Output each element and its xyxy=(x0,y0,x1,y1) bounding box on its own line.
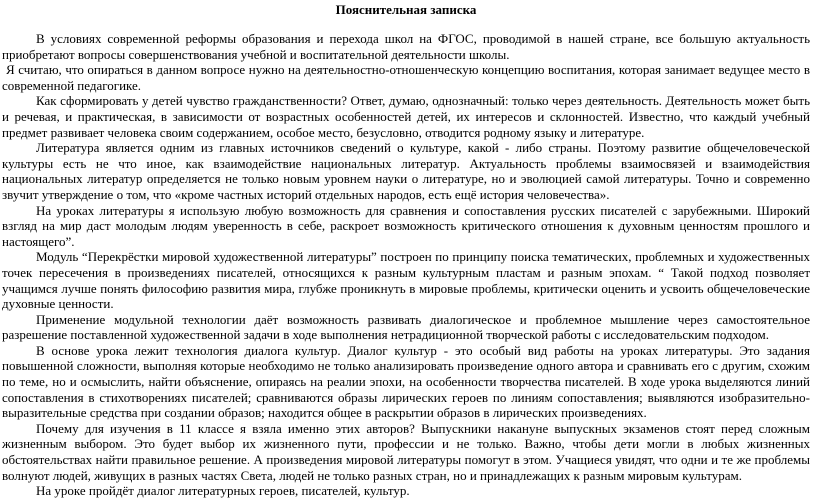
paragraph-literature-culture: Литература является одним из главных источников сведений о культуре, какой - либо страны. Поэтому развитие общечеловеческой культуры есть не что иное, как взаимодействие национальных литератур. Актуальность проблемы взаимосвязей и взаимодействия национальных литератур определяется не только новым уровнем науки о литературе, но и эволюцией самой литературы. Точно и современно звучит утверждение о том, что «кроме частных историй отдельных народов, есть ещё история человечества». xyxy=(2,140,810,202)
paragraph-modular-technology: Применение модульной технологии даёт возможность развивать диалогическое и проблемное мышление через самостоятельное разрешение поставленной художественной задачи в ходе выполнения нетрадиционной творческой работы с исследовательским подходом. xyxy=(2,311,810,343)
paragraph-lesson-dialogue: На уроке пройдёт диалог литературных героев, писателей, культур. xyxy=(36,483,410,499)
paragraph-citizenship: Как сформировать у детей чувство гражданственности? Ответ, думаю, однозначный: только через деятельность. Деятельность может быть и речевая, и практическая, в зависимости от возрастных особенностей детей, их интересов и склонностей. Известно, что каждый учебный предмет развивает человека своим содержанием, особое место, безусловно, отводится родному языку и литературе. xyxy=(2,93,810,140)
paragraph-module-description: Модуль “Перекрёстки мировой художественной литературы” построен по принципу поиска тематических, проблемных и художественных точек пересечения в произведениях писателей, относящихся к разным культурным пластам и разным эпохам. “ Такой подход позволяет учащимся лучше понять философию развития мира, глубже проникнуть в мировые проблемы, критически оценить и усвоить общечеловеческие духовные ценности. xyxy=(2,249,810,312)
paragraph-reform-context: В условиях современной реформы образования и перехода школ на ФГОС, проводимой в нашей стране, все большую актуальность приобретают вопросы совершенствования учебной и воспитательной деятельности школы. xyxy=(2,31,810,62)
paragraph-upbringing-concept: Я считаю, что опираться в данном вопросе нужно на деятельностно-отношенческую концепцию воспитания, которая занимает ведущее место в современной педагогике. xyxy=(2,62,810,93)
paragraph-author-choice: Почему для изучения в 11 классе я взяла именно этих авторов? Выпускники накануне выпускных экзаменов стоят перед сложным жизненным выбором. Это будет выбор их жизненного пути, профессии и не только. Важно, чтобы дети могли в любых жизненных обстоятельствах найти правильное решение. А произведения мировой литературы помогут в этом. Учащиеся увидят, что одни и те же проблемы волнуют людей, живущих в разных частях Света, людей не только разных стран, но и принадлежащих к разным мировым культурам. xyxy=(2,420,810,483)
document-title: Пояснительная записка xyxy=(335,2,477,17)
paragraph-dialogue-of-cultures: В основе урока лежит технология диалога культур. Диалог культур - это особый вид работы на уроках литературы. Это задания повышенной сложности, выполняя которые необходимо не только анализировать произведение одного автора и сравнивать его с другим, схожим по теме, но и осмыслить, найти объяснение, опираясь на реалии эпохи, на особенности творчества писателей. В ходе урока выделяются линий сопоставления в стихотворениях писателей; сравниваются образы лирических героев по линиям сопоставления; выявляются изобразительно-выразительные средства при создании образов; находится общее в раскрытии образов в лирических произведениях. xyxy=(2,342,810,421)
paragraph-comparison-lessons: На уроках литературы я использую любую возможность для сравнения и сопоставления русских писателей с зарубежными. Широкий взгляд на мир даст молодым людям уверенность в себе, раскроет возможность критического отношения к духовным ценностям прошлого и настоящего”. xyxy=(2,202,810,249)
